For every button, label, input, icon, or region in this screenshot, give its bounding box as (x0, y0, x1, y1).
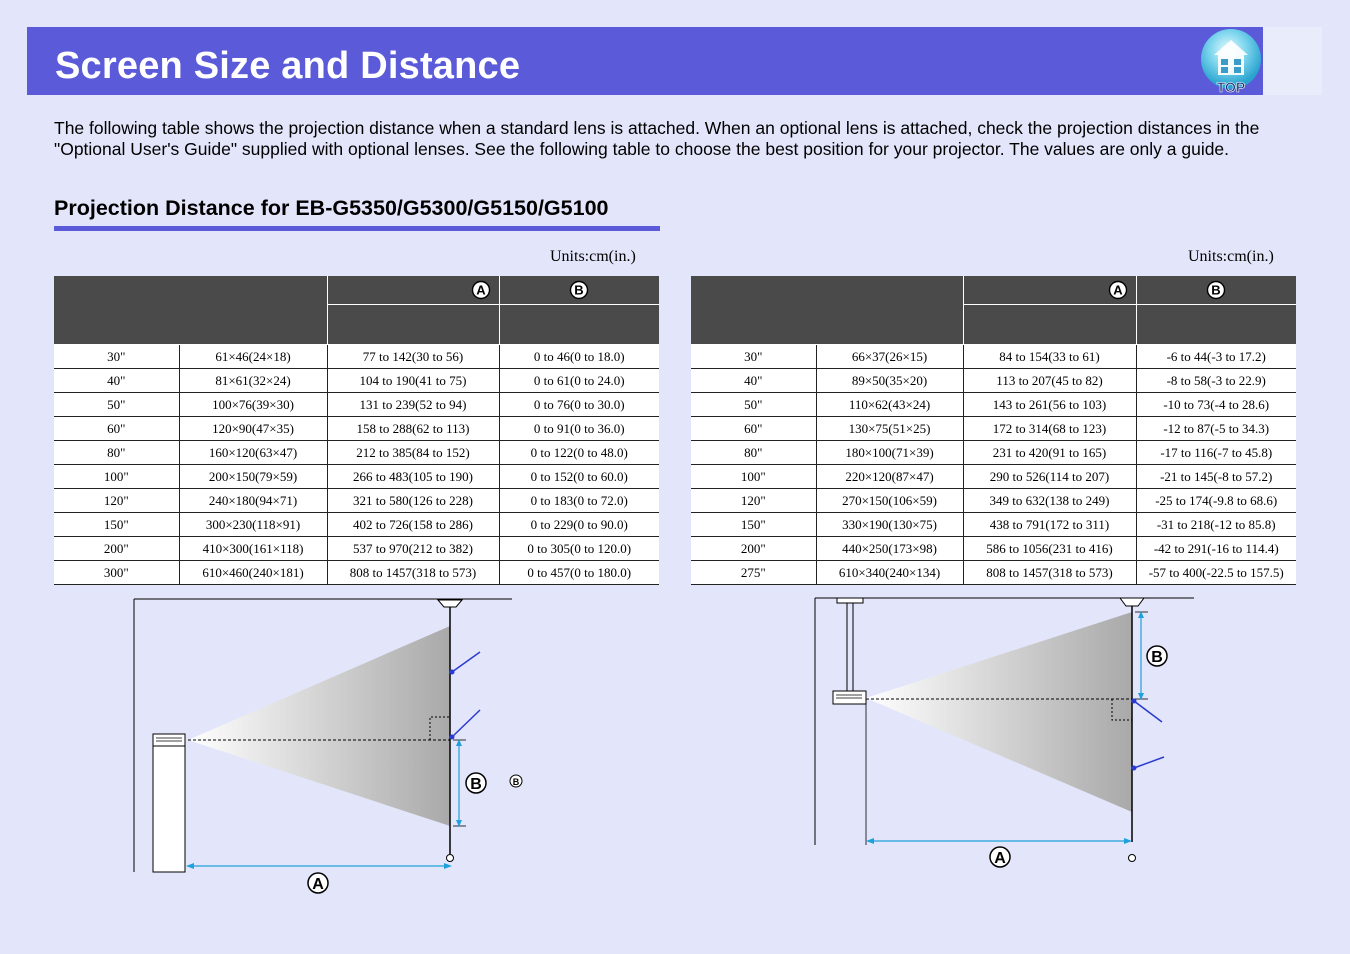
section-underline (54, 226, 660, 231)
table-cell: 0 to 152(0 to 60.0) (499, 465, 659, 489)
table-cell: 60" (691, 417, 816, 441)
table-cell: 290 to 526(114 to 207) (963, 465, 1136, 489)
table-cell: 440×250(173×98) (816, 537, 963, 561)
table-cell: 808 to 1457(318 to 573) (327, 561, 499, 585)
header-b-sub (499, 305, 659, 345)
top-button-label: TOP (1216, 79, 1246, 94)
projection-beam (866, 612, 1132, 812)
table-cell: -10 to 73(-4 to 28.6) (1136, 393, 1296, 417)
table-cell: 231 to 420(91 to 165) (963, 441, 1136, 465)
table-cell: 402 to 726(158 to 286) (327, 513, 499, 537)
table-cell: 321 to 580(126 to 228) (327, 489, 499, 513)
table-row (691, 417, 1296, 441)
table-cell: 131 to 239(52 to 94) (327, 393, 499, 417)
table-cell: 0 to 76(0 to 30.0) (499, 393, 659, 417)
marker-b-text: B (470, 776, 482, 793)
table-cell: 100" (691, 465, 816, 489)
marker-b-text: B (512, 777, 520, 787)
table-cell: 0 to 46(0 to 18.0) (499, 345, 659, 369)
table-cell: 160×120(63×47) (179, 441, 327, 465)
table-row (54, 345, 659, 369)
table-cell: -25 to 174(-9.8 to 68.6) (1136, 489, 1296, 513)
table-row (691, 345, 1296, 369)
table-cell: 200" (691, 537, 816, 561)
page-title: Screen Size and Distance (55, 45, 521, 87)
marker-a-text: A (312, 876, 324, 893)
top-button[interactable] (1198, 28, 1264, 94)
table-cell: 77 to 142(30 to 56) (327, 345, 499, 369)
table-cell: 30" (691, 345, 816, 369)
table-cell: 158 to 288(62 to 113) (327, 417, 499, 441)
table-row (54, 489, 659, 513)
marker-b-icon (1206, 280, 1226, 300)
table-cell: 0 to 457(0 to 180.0) (499, 561, 659, 585)
table-cell: 212 to 385(84 to 152) (327, 441, 499, 465)
header-a (963, 276, 1136, 305)
table-cell: 0 to 122(0 to 48.0) (499, 441, 659, 465)
table-row (691, 513, 1296, 537)
marker-b-text: B (574, 282, 584, 298)
distance-table-left (54, 276, 659, 585)
table-cell: 270×150(106×59) (816, 489, 963, 513)
ceiling-projection-diagram (800, 592, 1220, 882)
table-row (54, 441, 659, 465)
table-cell: 113 to 207(45 to 82) (963, 369, 1136, 393)
table-cell: -17 to 116(-7 to 45.8) (1136, 441, 1296, 465)
table-row (691, 441, 1296, 465)
table-cell: 240×180(94×71) (179, 489, 327, 513)
table-row (54, 513, 659, 537)
home-icon (1198, 28, 1264, 94)
table-cell: 120" (691, 489, 816, 513)
title-bar-corner (1263, 27, 1322, 95)
marker-a-text: A (475, 282, 486, 298)
table-row (691, 561, 1296, 585)
marker-b-icon (569, 280, 589, 300)
table-cell: 66×37(26×15) (816, 345, 963, 369)
table-row (691, 393, 1296, 417)
table-cell: 50" (691, 393, 816, 417)
table-row (54, 393, 659, 417)
table-cell: -8 to 58(-3 to 22.9) (1136, 369, 1296, 393)
table-header-blank (54, 276, 327, 345)
marker-b-icon (1147, 646, 1167, 666)
header-a (327, 276, 499, 305)
table-cell: 172 to 314(68 to 123) (963, 417, 1136, 441)
table-cell: 40" (54, 369, 179, 393)
table-row (54, 417, 659, 441)
projector-body (833, 691, 866, 704)
table-cell: 60" (54, 417, 179, 441)
header-a-sub (327, 305, 499, 345)
marker-a-text: A (994, 850, 1006, 867)
marker-b-text: B (1151, 649, 1163, 666)
table-cell: 220×120(87×47) (816, 465, 963, 489)
units-label-right: Units:cm(in.) (1188, 248, 1274, 265)
marker-a-icon (471, 280, 491, 300)
table-cell: 438 to 791(172 to 311) (963, 513, 1136, 537)
table-cell: 610×460(240×181) (179, 561, 327, 585)
projector-body (153, 734, 185, 746)
table-cell: -12 to 87(-5 to 34.3) (1136, 417, 1296, 441)
table-row (691, 537, 1296, 561)
table-cell: 80" (54, 441, 179, 465)
table-cell: -31 to 218(-12 to 85.8) (1136, 513, 1296, 537)
units-label-left: Units:cm(in.) (550, 248, 636, 265)
table-row (54, 561, 659, 585)
table-cell: 0 to 183(0 to 72.0) (499, 489, 659, 513)
floor-projection-diagram (120, 592, 540, 902)
header-b (1136, 276, 1296, 305)
ceiling-mount-plate (837, 598, 863, 603)
table-cell: 0 to 305(0 to 120.0) (499, 537, 659, 561)
table-cell: 349 to 632(138 to 249) (963, 489, 1136, 513)
table-cell: 100" (54, 465, 179, 489)
table-row (54, 537, 659, 561)
header-b (499, 276, 659, 305)
table-cell: 410×300(161×118) (179, 537, 327, 561)
table-cell: 80" (691, 441, 816, 465)
header-a-sub (963, 305, 1136, 345)
table-cell: 120×90(47×35) (179, 417, 327, 441)
table-cell: -57 to 400(-22.5 to 157.5) (1136, 561, 1296, 585)
table-cell: 150" (691, 513, 816, 537)
table-cell: 143 to 261(56 to 103) (963, 393, 1136, 417)
marker-a-icon (1108, 280, 1128, 300)
table-cell: 266 to 483(105 to 190) (327, 465, 499, 489)
table-cell: 300" (54, 561, 179, 585)
table-cell: 40" (691, 369, 816, 393)
screen-bottom-ring (1129, 855, 1136, 862)
marker-b-small-icon (510, 775, 522, 787)
section-heading: Projection Distance for EB-G5350/G5300/G5150/G5100 (54, 196, 609, 220)
table-row (691, 489, 1296, 513)
table-cell: 120" (54, 489, 179, 513)
table-cell: 61×46(24×18) (179, 345, 327, 369)
title-bar (27, 27, 1263, 95)
table-cell: 180×100(71×39) (816, 441, 963, 465)
table-cell: 537 to 970(212 to 382) (327, 537, 499, 561)
table-cell: 100×76(39×30) (179, 393, 327, 417)
table-row (54, 369, 659, 393)
projection-beam (188, 626, 450, 826)
intro-paragraph: The following table shows the projection distance when a standard lens is attached. When an optional lens is attached, check the projection distances in the "Optional User's Guide" supplied with optional lenses. See the following table to choose the best position for your projector. The values are only a guide. (54, 118, 1260, 159)
table-cell: 50" (54, 393, 179, 417)
table-cell: 0 to 91(0 to 36.0) (499, 417, 659, 441)
table-cell: 81×61(32×24) (179, 369, 327, 393)
table-row (691, 369, 1296, 393)
table-cell: 150" (54, 513, 179, 537)
table-cell: -6 to 44(-3 to 17.2) (1136, 345, 1296, 369)
table-cell: -42 to 291(-16 to 114.4) (1136, 537, 1296, 561)
table-cell: 0 to 61(0 to 24.0) (499, 369, 659, 393)
table-cell: 200" (54, 537, 179, 561)
table-header-blank (691, 276, 963, 345)
table-cell: 30" (54, 345, 179, 369)
table-cell: 84 to 154(33 to 61) (963, 345, 1136, 369)
table-cell: 300×230(118×91) (179, 513, 327, 537)
screen-mount-icon (438, 600, 462, 607)
marker-a-icon (990, 847, 1010, 867)
table-cell: 110×62(43×24) (816, 393, 963, 417)
screen-mount-icon (1120, 598, 1144, 606)
table-cell: 330×190(130×75) (816, 513, 963, 537)
table-cell: 808 to 1457(318 to 573) (963, 561, 1136, 585)
table-cell: 275" (691, 561, 816, 585)
header-b-sub (1136, 305, 1296, 345)
table-row (691, 465, 1296, 489)
marker-a-text: A (1112, 282, 1123, 298)
marker-b-text: B (1211, 282, 1221, 298)
table-cell: -21 to 145(-8 to 57.2) (1136, 465, 1296, 489)
table-cell: 200×150(79×59) (179, 465, 327, 489)
projector-stand (153, 734, 185, 872)
table-cell: 130×75(51×25) (816, 417, 963, 441)
table-cell: 610×340(240×134) (816, 561, 963, 585)
table-cell: 104 to 190(41 to 75) (327, 369, 499, 393)
table-cell: 0 to 229(0 to 90.0) (499, 513, 659, 537)
table-row (54, 465, 659, 489)
table-cell: 586 to 1056(231 to 416) (963, 537, 1136, 561)
table-cell: 89×50(35×20) (816, 369, 963, 393)
screen-bottom-ring (447, 855, 454, 862)
distance-table-right (691, 276, 1296, 585)
marker-b-icon (466, 773, 486, 793)
marker-a-icon (308, 873, 328, 893)
